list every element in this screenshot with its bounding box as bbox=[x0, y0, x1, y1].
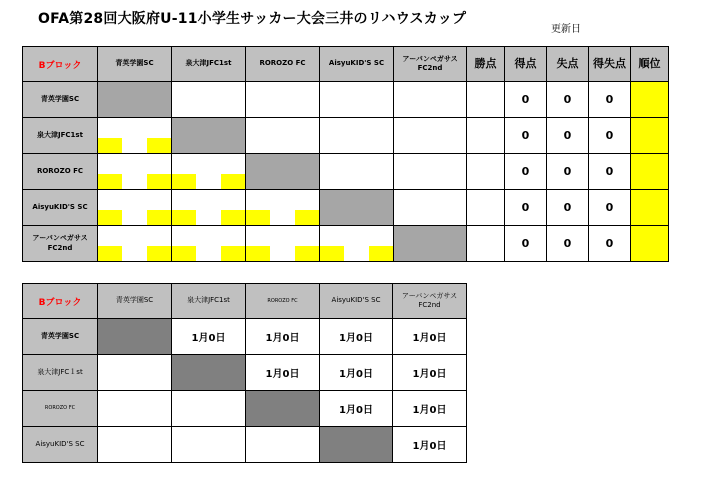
result-cell bbox=[172, 154, 246, 190]
block-label: Bブロック bbox=[23, 284, 98, 319]
goals-for-header: 得点 bbox=[505, 47, 547, 82]
result-cell bbox=[98, 118, 172, 154]
result-cell bbox=[320, 82, 394, 118]
team-header: AisyuKID'S SC bbox=[320, 284, 393, 319]
diagonal-cell bbox=[172, 118, 246, 154]
match-date-cell: 1月0日 bbox=[393, 319, 467, 355]
result-cell bbox=[172, 226, 246, 262]
points-header: 勝点 bbox=[467, 47, 505, 82]
table-row bbox=[23, 190, 669, 226]
rank-cell bbox=[631, 118, 669, 154]
result-cell bbox=[246, 82, 320, 118]
score-marker bbox=[98, 174, 122, 189]
score-marker bbox=[295, 246, 319, 261]
score-marker bbox=[246, 246, 270, 261]
match-date-cell bbox=[246, 427, 320, 463]
team-header-label: アーバンペガサス FC2nd bbox=[402, 54, 458, 72]
standings-table bbox=[22, 46, 669, 262]
team-header bbox=[393, 284, 467, 319]
table-row bbox=[23, 118, 669, 154]
team-header: ROROZO FC bbox=[246, 47, 320, 82]
row-team-name: 泉大津JFC１st bbox=[23, 355, 98, 391]
diagonal-cell bbox=[394, 226, 467, 262]
match-date-cell: 1月0日 bbox=[320, 319, 393, 355]
result-cell bbox=[320, 154, 394, 190]
goals-against-cell: 0 bbox=[547, 226, 589, 262]
goals-against-cell: 0 bbox=[547, 154, 589, 190]
score-marker bbox=[172, 174, 196, 189]
team-header: 青英学園SC bbox=[98, 47, 172, 82]
score-marker bbox=[221, 210, 245, 225]
score-marker bbox=[295, 210, 319, 225]
goal-diff-header: 得失点 bbox=[589, 47, 631, 82]
match-date-cell: 1月0日 bbox=[393, 355, 467, 391]
row-team-name: ROROZO FC bbox=[23, 154, 98, 190]
diagonal-cell bbox=[98, 82, 172, 118]
rank-cell bbox=[631, 226, 669, 262]
score-marker bbox=[98, 210, 122, 225]
score-marker bbox=[172, 246, 196, 261]
row-team-name: AisyuKID'S SC bbox=[23, 190, 98, 226]
goals-against-cell: 0 bbox=[547, 118, 589, 154]
points-cell bbox=[467, 82, 505, 118]
result-cell bbox=[246, 118, 320, 154]
updated-label: 更新日 bbox=[551, 24, 581, 35]
goal-diff-cell: 0 bbox=[589, 190, 631, 226]
table-row bbox=[23, 427, 467, 463]
match-date-cell bbox=[98, 355, 172, 391]
result-cell bbox=[320, 226, 394, 262]
result-cell bbox=[320, 118, 394, 154]
rank-header: 順位 bbox=[631, 47, 669, 82]
match-date-cell bbox=[98, 427, 172, 463]
match-date-cell: 1月0日 bbox=[393, 427, 467, 463]
score-marker bbox=[221, 174, 245, 189]
goals-against-cell: 0 bbox=[547, 82, 589, 118]
row-team-name bbox=[23, 226, 98, 262]
goal-diff-cell: 0 bbox=[589, 118, 631, 154]
match-date-cell: 1月0日 bbox=[246, 319, 320, 355]
match-date-cell bbox=[98, 391, 172, 427]
page-title: OFA第28回大阪府U-11小学生サッカー大会三井のリハウスカップ bbox=[38, 11, 467, 27]
result-cell bbox=[172, 190, 246, 226]
match-date-cell bbox=[172, 427, 246, 463]
goals-for-cell: 0 bbox=[505, 154, 547, 190]
result-cell bbox=[394, 82, 467, 118]
team-header: 泉大津JFC1st bbox=[172, 284, 246, 319]
score-marker bbox=[147, 174, 171, 189]
row-team-name: AisyuKID'S SC bbox=[23, 427, 98, 463]
result-cell bbox=[394, 118, 467, 154]
points-cell bbox=[467, 226, 505, 262]
score-marker bbox=[320, 246, 344, 261]
table-row bbox=[23, 319, 467, 355]
rank-cell bbox=[631, 82, 669, 118]
result-cell bbox=[246, 226, 320, 262]
team-header bbox=[394, 47, 467, 82]
goal-diff-cell: 0 bbox=[589, 82, 631, 118]
team-header: ROROZO FC bbox=[246, 284, 320, 319]
score-marker bbox=[369, 246, 393, 261]
result-cell bbox=[246, 190, 320, 226]
diagonal-cell bbox=[172, 355, 246, 391]
result-cell bbox=[98, 154, 172, 190]
diagonal-cell bbox=[246, 154, 320, 190]
result-cell bbox=[98, 226, 172, 262]
goals-against-header: 失点 bbox=[547, 47, 589, 82]
result-cell bbox=[394, 190, 467, 226]
team-header: 泉大津JFC1st bbox=[172, 47, 246, 82]
score-marker bbox=[172, 210, 196, 225]
points-cell bbox=[467, 190, 505, 226]
table-row bbox=[23, 226, 669, 262]
diagonal-cell bbox=[320, 190, 394, 226]
diagonal-cell bbox=[98, 319, 172, 355]
standings-header-row bbox=[23, 47, 669, 82]
result-cell bbox=[98, 190, 172, 226]
score-marker bbox=[246, 210, 270, 225]
match-date-cell: 1月0日 bbox=[393, 391, 467, 427]
team-header: 青英学園SC bbox=[98, 284, 172, 319]
match-date-cell: 1月0日 bbox=[320, 355, 393, 391]
score-marker bbox=[98, 246, 122, 261]
result-cell bbox=[394, 154, 467, 190]
schedule-table bbox=[22, 283, 467, 463]
row-team-name: 泉大津JFC1st bbox=[23, 118, 98, 154]
goals-against-cell: 0 bbox=[547, 190, 589, 226]
goal-diff-cell: 0 bbox=[589, 154, 631, 190]
match-date-cell: 1月0日 bbox=[172, 319, 246, 355]
row-team-name: 青英学園SC bbox=[23, 319, 98, 355]
match-date-cell bbox=[172, 391, 246, 427]
result-cell bbox=[172, 82, 246, 118]
table-row bbox=[23, 391, 467, 427]
diagonal-cell bbox=[246, 391, 320, 427]
goal-diff-cell: 0 bbox=[589, 226, 631, 262]
diagonal-cell bbox=[320, 427, 393, 463]
table-row bbox=[23, 355, 467, 391]
score-marker bbox=[221, 246, 245, 261]
table-row bbox=[23, 154, 669, 190]
match-date-cell: 1月0日 bbox=[320, 391, 393, 427]
team-header-label: アーバンペガサス FC2nd bbox=[401, 291, 458, 309]
score-marker bbox=[98, 138, 122, 153]
score-marker bbox=[147, 246, 171, 261]
schedule-header-row bbox=[23, 284, 467, 319]
points-cell bbox=[467, 118, 505, 154]
goals-for-cell: 0 bbox=[505, 226, 547, 262]
match-date-cell: 1月0日 bbox=[246, 355, 320, 391]
score-marker bbox=[147, 138, 171, 153]
row-team-name: 青英学園SC bbox=[23, 82, 98, 118]
block-label: Bブロック bbox=[23, 47, 98, 82]
goals-for-cell: 0 bbox=[505, 190, 547, 226]
row-team-name-label: アーバンペガサス FC2nd bbox=[32, 234, 88, 252]
points-cell bbox=[467, 154, 505, 190]
row-team-name: ROROZO FC bbox=[23, 391, 98, 427]
table-row bbox=[23, 82, 669, 118]
goals-for-cell: 0 bbox=[505, 118, 547, 154]
rank-cell bbox=[631, 154, 669, 190]
goals-for-cell: 0 bbox=[505, 82, 547, 118]
rank-cell bbox=[631, 190, 669, 226]
score-marker bbox=[147, 210, 171, 225]
team-header: AisyuKID'S SC bbox=[320, 47, 394, 82]
